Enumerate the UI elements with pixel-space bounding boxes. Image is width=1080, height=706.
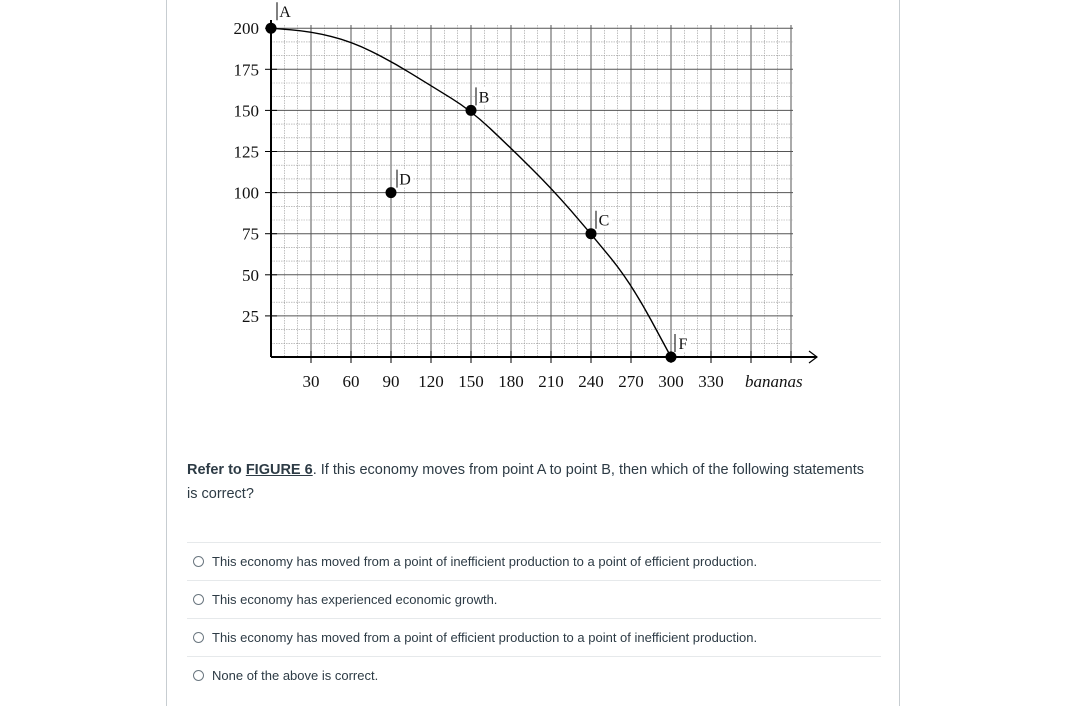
radio-button[interactable] bbox=[193, 556, 204, 567]
answer-option[interactable] bbox=[187, 656, 881, 694]
point-label-b: B bbox=[478, 89, 490, 107]
point-a bbox=[266, 23, 277, 34]
radio-button[interactable] bbox=[193, 594, 204, 605]
x-tick-label: 210 bbox=[538, 372, 564, 391]
answer-option[interactable] bbox=[187, 542, 881, 580]
y-tick-label: 150 bbox=[233, 101, 259, 121]
question-prefix: Refer to bbox=[187, 462, 246, 478]
question-card bbox=[166, 0, 900, 706]
x-tick-label: 60 bbox=[342, 372, 360, 391]
x-tick-label: 180 bbox=[498, 372, 524, 391]
answer-option[interactable] bbox=[187, 618, 881, 656]
answer-label: This economy has moved from a point of inefficient production to a point of efficient production. bbox=[212, 554, 758, 569]
point-f bbox=[666, 352, 677, 363]
answer-label: This economy has moved from a point of efficient production to a point of inefficient production. bbox=[212, 630, 758, 645]
y-tick-label: 200 bbox=[233, 19, 259, 39]
y-tick-label: 100 bbox=[233, 183, 259, 203]
question-text bbox=[187, 458, 867, 506]
point-label-c: C bbox=[598, 212, 610, 230]
point-d bbox=[386, 187, 397, 198]
point-label-a: A bbox=[279, 4, 291, 22]
x-tick-label: 150 bbox=[458, 372, 484, 391]
question-body: . If this economy moves from point A to point B, then which of the following statements is correct? bbox=[187, 462, 864, 502]
x-tick-label: 270 bbox=[618, 372, 644, 391]
radio-button[interactable] bbox=[193, 632, 204, 643]
y-tick-label: 75 bbox=[242, 224, 259, 244]
point-label-d: D bbox=[399, 171, 411, 189]
figure-link[interactable]: FIGURE 6 bbox=[245, 462, 313, 478]
point-b bbox=[466, 105, 477, 116]
y-tick-label: 25 bbox=[242, 306, 259, 326]
y-tick-label: 50 bbox=[242, 265, 259, 285]
x-tick-label: 330 bbox=[698, 372, 724, 391]
answer-option[interactable] bbox=[187, 580, 881, 618]
point-c bbox=[586, 228, 597, 239]
ppf-chart bbox=[167, 0, 901, 400]
x-axis-label: bananas bbox=[745, 372, 803, 391]
point-label-f: F bbox=[678, 336, 688, 353]
y-tick-label: 125 bbox=[233, 142, 259, 162]
answer-label: None of the above is correct. bbox=[212, 668, 379, 683]
y-tick-label: 175 bbox=[233, 60, 259, 80]
x-tick-label: 30 bbox=[302, 372, 320, 391]
answer-list bbox=[187, 542, 881, 694]
x-tick-label: 120 bbox=[418, 372, 444, 391]
x-tick-label: 300 bbox=[658, 372, 684, 391]
radio-button[interactable] bbox=[193, 670, 204, 681]
x-tick-label: 240 bbox=[578, 372, 604, 391]
x-tick-label: 90 bbox=[382, 372, 400, 391]
answer-label: This economy has experienced economic growth. bbox=[212, 592, 498, 607]
